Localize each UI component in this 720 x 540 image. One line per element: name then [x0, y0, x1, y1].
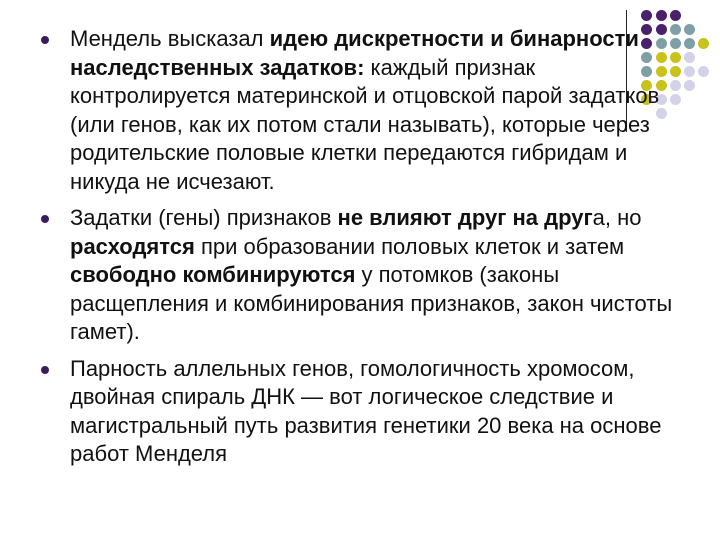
decor-dot [698, 66, 709, 77]
bullet-item [40, 25, 680, 196]
decor-dot [684, 66, 695, 77]
decor-dot [684, 80, 695, 91]
decor-dot [684, 52, 695, 63]
bold-text: свободно комбинируются [70, 262, 356, 287]
bullet-marker-icon [41, 366, 49, 374]
bullet-item [40, 355, 680, 469]
text-span: у потомков (законы расщепления и комбинирования признаков, закон чистоты гамет). [70, 262, 673, 344]
decor-dot [641, 10, 652, 21]
bold-text: не влияют друг на друг [337, 205, 593, 230]
text-span: Парность аллельных генов, гомологичность хромосом, двойная спираль ДНК — вот логическое следствие и магистральный путь развития генетики 20 века на основе работ Менделя [70, 355, 662, 466]
bullet-marker-icon [41, 36, 49, 44]
bold-text: идею дискретности и бинарности наследственных задатков: [70, 26, 639, 80]
decor-dot [670, 10, 681, 21]
decor-dot [656, 10, 667, 21]
text-span: Задатки (гены) признаков [70, 205, 338, 230]
text-span: Мендель высказал [70, 26, 270, 51]
text-span: при образовании половых клеток и затем [194, 233, 625, 259]
decor-dot [684, 38, 695, 49]
bullet-item [40, 204, 680, 347]
bold-text: расходятся [70, 233, 195, 259]
text-span: каждый признак контролируется материнской и отцовской парой задатков (или генов, как их потом стали называть), которые через родительские половые клетки передаются гибридам и никуда не исчезают. [70, 54, 660, 194]
decor-dot [698, 38, 709, 49]
bullet-marker-icon [41, 215, 49, 223]
text-span: а, но [592, 205, 642, 230]
decor-dot [684, 24, 695, 35]
bullet-list [40, 25, 680, 477]
